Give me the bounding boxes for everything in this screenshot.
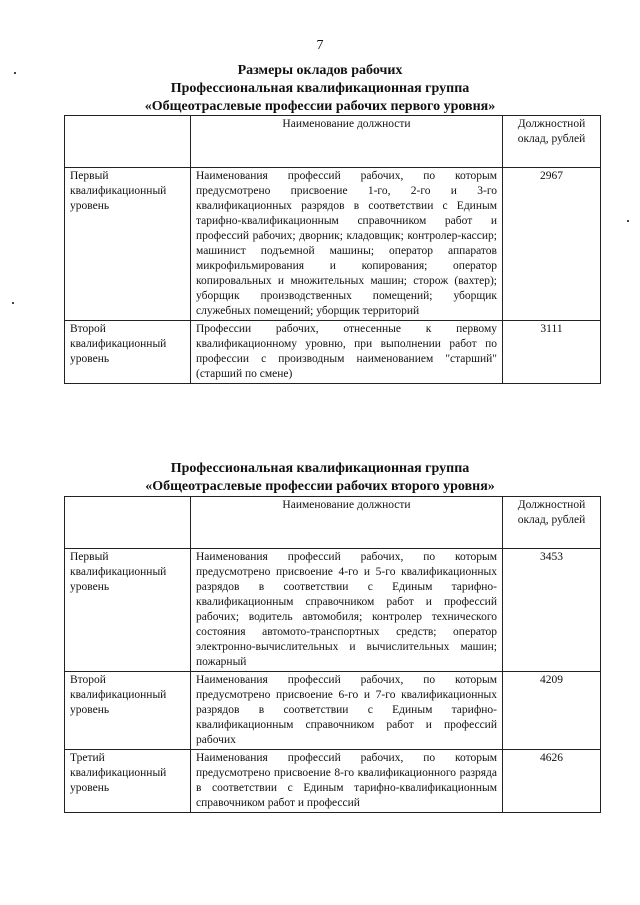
table-row: [65, 672, 601, 750]
salary-value: 4209: [503, 672, 601, 750]
qualification-level: Третий квалификационный уровень: [65, 750, 191, 813]
salary-value: 3111: [503, 321, 601, 384]
heading-line: Профессиональная квалификационная группа: [170, 461, 470, 476]
salary-table-level-1: [64, 115, 601, 384]
header-position-name: Наименование должности: [191, 116, 503, 168]
header-empty-cell: [65, 116, 191, 168]
section-2-heading: [0, 460, 640, 496]
position-description: Наименования профессий рабочих, по которым предусмотрено присвоение 4-го и 5-го квалификационных разрядов в соответствии с Единым тарифно-квалификационным справочником работ и профессий рабочих; водитель автомобиля; контролер технического состояния автомото-транспортных средств; оператор электронно-вычислительных и вычислительных машин; пожарный: [191, 549, 503, 672]
table-row: [65, 321, 601, 384]
salary-table-level-2: [64, 496, 601, 813]
table-header-row: [65, 116, 601, 168]
header-salary: Должностной оклад, рублей: [503, 497, 601, 549]
salary-value: 3453: [503, 549, 601, 672]
salary-value: 4626: [503, 750, 601, 813]
header-position-name: Наименование должности: [191, 497, 503, 549]
qualification-level: Первый квалификационный уровень: [65, 549, 191, 672]
table-row: [65, 750, 601, 813]
header-empty-cell: [65, 497, 191, 549]
position-description: Наименования профессий рабочих, по которым предусмотрено присвоение 6-го и 7-го квалификационных разрядов в соответствии с Единым тарифно-квалификационным справочником работ и профессий рабочих: [191, 672, 503, 750]
position-description: Наименования профессий рабочих, по которым предусмотрено присвоение 1-го, 2-го и 3-го квалификационных разрядов в соответствии с Единым тарифно-квалификационным справочником работ и профессий рабочих; дворник; кладовщик; контролер-кассир; машинист подъемной машины; оператор аппаратов микрофильмирования и копирования; оператор копировальных и множительных машин; сторож (вахтер); уборщик производственных помещений; уборщик служебных помещений; уборщик территорий: [191, 168, 503, 321]
scan-mark: [12, 302, 14, 304]
header-salary: Должностной оклад, рублей: [503, 116, 601, 168]
section-1-heading: [0, 62, 640, 116]
heading-line: Размеры окладов рабочих: [237, 63, 403, 78]
heading-line: «Общеотраслевые профессии рабочих первого уровня»: [144, 99, 496, 114]
position-description: Наименования профессий рабочих, по которым предусмотрено присвоение 8-го квалификационного разряда в соответствии с Единым тарифно-квалификационным справочником работ и профессий: [191, 750, 503, 813]
qualification-level: Первый квалификационный уровень: [65, 168, 191, 321]
heading-line: Профессиональная квалификационная группа: [170, 81, 470, 96]
table-row: [65, 168, 601, 321]
heading-line: «Общеотраслевые профессии рабочих второго уровня»: [145, 479, 495, 494]
table-header-row: [65, 497, 601, 549]
scan-mark: [627, 220, 629, 222]
qualification-level: Второй квалификационный уровень: [65, 672, 191, 750]
table-row: [65, 549, 601, 672]
qualification-level: Второй квалификационный уровень: [65, 321, 191, 384]
page-number: 7: [316, 38, 324, 53]
salary-value: 2967: [503, 168, 601, 321]
position-description: Профессии рабочих, отнесенные к первому квалификационному уровню, при выполнении работ по профессии с производным наименованием "старший" (старший по смене): [191, 321, 503, 384]
